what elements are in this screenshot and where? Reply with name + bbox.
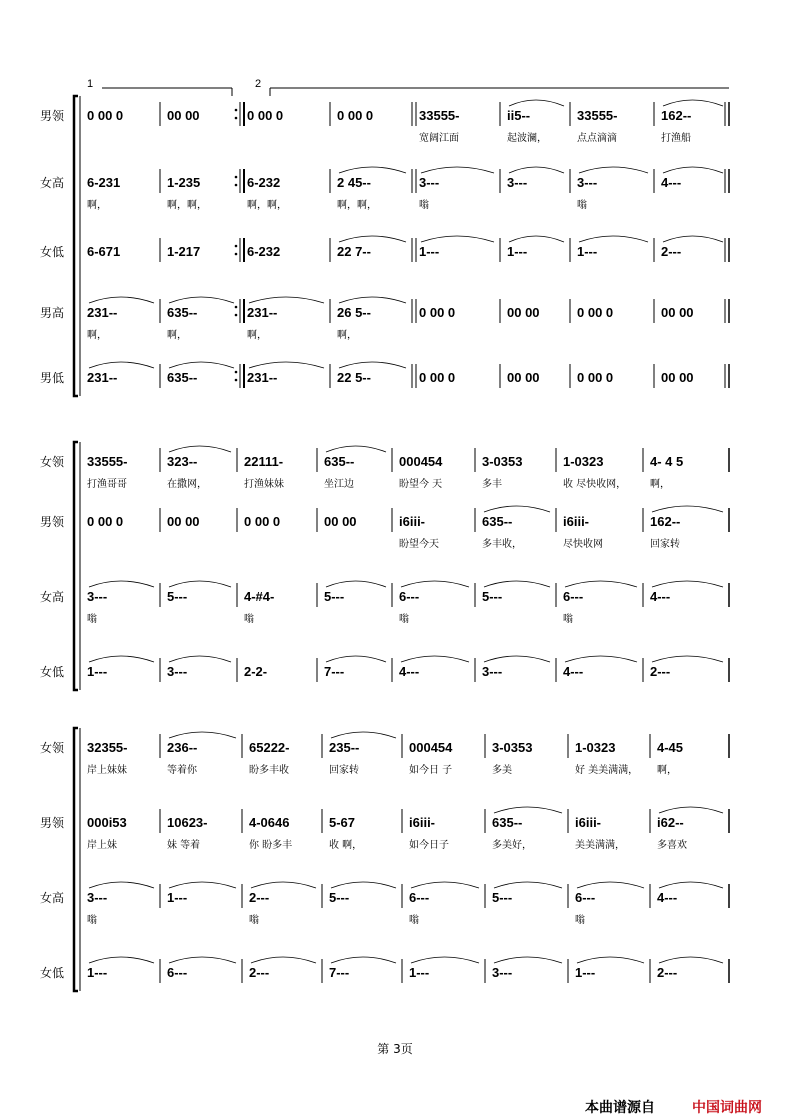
- slur: [89, 882, 154, 888]
- note-group: 635--: [324, 454, 355, 469]
- note-group: 6-671: [87, 244, 121, 259]
- note-group: 162--: [650, 514, 681, 529]
- note-group: 635--: [167, 305, 198, 320]
- slur: [326, 581, 386, 587]
- slur: [169, 882, 236, 888]
- note-group: 00 00: [324, 514, 357, 529]
- page-number: 第 3页: [377, 1042, 413, 1056]
- lyric: 嗡: [563, 614, 573, 625]
- note-group: 0 00 0: [87, 514, 124, 529]
- slur: [411, 957, 479, 963]
- note-group: 6---: [575, 890, 596, 905]
- note-group: 22111-: [244, 454, 284, 469]
- note-group: i6iii-: [399, 514, 426, 529]
- slur: [659, 957, 723, 963]
- slur: [169, 732, 236, 738]
- slur: [331, 957, 396, 963]
- note-group: 231--: [247, 305, 278, 320]
- note-group: 0 00 0: [419, 305, 456, 320]
- part-label: 女低: [40, 245, 65, 259]
- lyric: 嗡: [249, 915, 259, 926]
- note-group: 6---: [399, 589, 420, 604]
- slur: [89, 957, 154, 963]
- note-group: 3---: [482, 664, 503, 679]
- lyric: 宽阔江面: [419, 133, 459, 144]
- slur: [251, 957, 316, 963]
- note-group: 2---: [657, 965, 678, 980]
- repeat-dot: [235, 176, 238, 179]
- note-group: 000i53: [87, 815, 127, 830]
- slur: [652, 506, 723, 512]
- slur: [326, 446, 386, 452]
- note-group: 1---: [167, 890, 188, 905]
- note-group: 3---: [507, 175, 528, 190]
- source-note: 本曲谱源自: [585, 1100, 655, 1116]
- part-label: 男领: [40, 816, 65, 830]
- lyric: 多喜欢: [657, 840, 687, 851]
- note-group: 7---: [324, 664, 345, 679]
- note-group: ii5--: [507, 108, 531, 123]
- slur: [652, 656, 723, 662]
- note-group: 635--: [482, 514, 513, 529]
- lyric: 好 美美满满，: [575, 765, 639, 776]
- note-group: 6-232: [247, 175, 281, 190]
- note-group: 3-0353: [482, 454, 523, 469]
- lyric: 岸上妹: [87, 840, 117, 851]
- part-label: 男低: [40, 371, 65, 385]
- slur: [339, 236, 406, 242]
- lyric: 嗡: [87, 915, 97, 926]
- note-group: 4-45: [657, 740, 684, 755]
- lyric: 啊，啊，: [167, 200, 207, 211]
- lyric: 收 尽快收网，: [563, 479, 627, 490]
- part-label: 女高: [40, 891, 65, 905]
- note-group: 00 00: [507, 305, 540, 320]
- slur: [577, 957, 644, 963]
- slur: [659, 882, 723, 888]
- slur: [494, 882, 562, 888]
- part-label: 女低: [40, 665, 65, 679]
- note-group: 2---: [249, 965, 270, 980]
- note-group: 4- 4 5: [650, 454, 684, 469]
- lyric: 啊，啊，: [247, 200, 287, 211]
- slur: [411, 882, 479, 888]
- note-group: 236--: [167, 740, 198, 755]
- note-group: 2---: [650, 664, 671, 679]
- note-group: 1---: [575, 965, 596, 980]
- slur: [89, 362, 154, 368]
- note-group: 231--: [247, 370, 278, 385]
- slur: [663, 236, 723, 242]
- lyric: 美美满满，: [575, 840, 625, 851]
- repeat-dot: [235, 306, 238, 309]
- note-group: 4---: [650, 589, 671, 604]
- note-group: 4---: [399, 664, 420, 679]
- note-group: 4---: [657, 890, 678, 905]
- lyric: 多丰收，: [482, 539, 522, 550]
- lyric: 嗡: [244, 614, 254, 625]
- note-group: 635--: [492, 815, 523, 830]
- slur: [401, 656, 469, 662]
- part-label: 女领: [40, 455, 65, 469]
- note-group: i6iii-: [563, 514, 590, 529]
- slur: [663, 100, 723, 106]
- note-group: 7---: [329, 965, 350, 980]
- slur: [339, 167, 406, 173]
- slur: [509, 100, 564, 106]
- note-group: 6---: [167, 965, 188, 980]
- note-group: 000454: [399, 454, 443, 469]
- note-group: 2-2-: [244, 664, 268, 679]
- note-group: 1-217: [167, 244, 201, 259]
- part-label: 女高: [40, 590, 65, 604]
- lyric: 你 盼多丰: [249, 840, 293, 851]
- note-group: 33555-: [419, 108, 460, 123]
- note-group: 00 00: [661, 305, 694, 320]
- slur: [652, 581, 723, 587]
- note-group: 6-232: [247, 244, 281, 259]
- lyric: 盼望今天: [399, 539, 439, 550]
- note-group: 5---: [492, 890, 513, 905]
- note-group: 6-231: [87, 175, 121, 190]
- note-group: 3---: [87, 890, 108, 905]
- note-group: 231--: [87, 305, 118, 320]
- volta-second-number: 2: [255, 78, 262, 90]
- slur: [484, 581, 550, 587]
- slur: [484, 656, 550, 662]
- lyric: 岸上妹妹: [87, 765, 127, 776]
- lyric: 嗡: [87, 614, 97, 625]
- note-group: 1-0323: [575, 740, 616, 755]
- slur: [169, 362, 234, 368]
- note-group: 1---: [87, 664, 108, 679]
- slur: [577, 882, 644, 888]
- note-group: 2---: [661, 244, 682, 259]
- lyric: 多美好，: [492, 840, 532, 851]
- part-label: 男领: [40, 109, 65, 123]
- note-group: 635--: [167, 370, 198, 385]
- note-group: 1---: [507, 244, 528, 259]
- slur: [579, 167, 648, 173]
- slur: [401, 581, 469, 587]
- note-group: 00 00: [167, 514, 200, 529]
- system-brace: [74, 442, 78, 690]
- note-group: 0 00 0: [577, 305, 614, 320]
- note-group: 231--: [87, 370, 118, 385]
- note-group: i62--: [657, 815, 684, 830]
- lyric: 打渔哥哥: [87, 479, 127, 490]
- note-group: 0 00 0: [247, 108, 284, 123]
- note-group: 323--: [167, 454, 198, 469]
- slur: [169, 297, 234, 303]
- lyric: 妹 等着: [167, 840, 201, 851]
- note-group: 0 00 0: [337, 108, 374, 123]
- part-label: 女高: [40, 176, 65, 190]
- note-group: 0 00 0: [87, 108, 124, 123]
- repeat-dot: [235, 371, 238, 374]
- note-group: 1-0323: [563, 454, 604, 469]
- slur: [326, 656, 386, 662]
- slur: [339, 297, 406, 303]
- slur: [249, 362, 324, 368]
- slur: [89, 297, 154, 303]
- note-group: 0 00 0: [419, 370, 456, 385]
- slur: [421, 236, 494, 242]
- lyric: 在撒网，: [167, 479, 207, 490]
- note-group: 65222-: [249, 740, 290, 755]
- lyric: 打渔船: [661, 133, 691, 144]
- note-group: 1---: [409, 965, 430, 980]
- slur: [565, 581, 637, 587]
- repeat-dot: [235, 109, 238, 112]
- note-group: 33555-: [577, 108, 618, 123]
- slur: [421, 167, 494, 173]
- note-group: 4---: [661, 175, 682, 190]
- note-group: 235--: [329, 740, 360, 755]
- lyric: 起波澜，: [507, 133, 547, 144]
- note-group: 32355-: [87, 740, 128, 755]
- lyric: 如今日 子: [409, 765, 453, 776]
- note-group: 6---: [409, 890, 430, 905]
- slur: [663, 167, 723, 173]
- slur: [169, 446, 231, 452]
- note-group: 5---: [167, 589, 188, 604]
- note-group: 0 00 0: [244, 514, 281, 529]
- slur: [331, 732, 396, 738]
- slur: [331, 882, 396, 888]
- lyric: 嗡: [399, 614, 409, 625]
- note-group: 5---: [324, 589, 345, 604]
- note-group: 00 00: [167, 108, 200, 123]
- lyric: 啊，: [650, 479, 670, 490]
- note-group: 22 7--: [337, 244, 371, 259]
- note-group: 1-235: [167, 175, 201, 190]
- note-group: 1---: [419, 244, 440, 259]
- repeat-dot: [235, 314, 238, 317]
- note-group: 5---: [329, 890, 350, 905]
- slur: [484, 506, 550, 512]
- site-watermark: 中国词曲网: [692, 1100, 762, 1116]
- slur: [659, 807, 723, 813]
- slur: [494, 807, 562, 813]
- lyric: 盼望今 天: [399, 479, 443, 490]
- lyric: 坐江边: [324, 479, 354, 490]
- note-group: 26 5--: [337, 305, 371, 320]
- slur: [89, 656, 154, 662]
- note-group: 00 00: [661, 370, 694, 385]
- repeat-dot: [235, 184, 238, 187]
- note-group: 5---: [482, 589, 503, 604]
- lyric: 啊，: [337, 330, 357, 341]
- lyric: 啊，啊，: [337, 200, 377, 211]
- note-group: 1---: [577, 244, 598, 259]
- lyric: 回家转: [329, 765, 359, 776]
- lyric: 点点滴滴: [577, 133, 617, 144]
- lyric: 盼多丰收: [249, 765, 289, 776]
- note-group: 3---: [577, 175, 598, 190]
- note-group: i6iii-: [575, 815, 602, 830]
- lyric: 嗡: [409, 915, 419, 926]
- volta-first-number: 1: [87, 78, 94, 90]
- slur: [249, 297, 324, 303]
- note-group: 3-0353: [492, 740, 533, 755]
- note-group: 000454: [409, 740, 453, 755]
- note-group: 3---: [492, 965, 513, 980]
- note-group: 3---: [87, 589, 108, 604]
- note-group: 5-67: [329, 815, 356, 830]
- note-group: 0 00 0: [577, 370, 614, 385]
- lyric: 啊，: [87, 200, 107, 211]
- note-group: 4-0646: [249, 815, 290, 830]
- note-group: 1---: [87, 965, 108, 980]
- lyric: 多丰: [482, 479, 502, 490]
- system-brace: [74, 728, 78, 991]
- note-group: 6---: [563, 589, 584, 604]
- lyric: 打渔妹妹: [244, 479, 284, 490]
- note-group: 3---: [167, 664, 188, 679]
- note-group: 4---: [563, 664, 584, 679]
- repeat-dot: [235, 245, 238, 248]
- slur: [169, 656, 231, 662]
- part-label: 女领: [40, 741, 65, 755]
- lyric: 啊，: [657, 765, 677, 776]
- repeat-dot: [235, 117, 238, 120]
- slur: [169, 581, 231, 587]
- lyric: 多美: [492, 765, 512, 776]
- note-group: 2---: [249, 890, 270, 905]
- lyric: 等着你: [167, 765, 197, 776]
- slur: [565, 656, 637, 662]
- part-label: 男领: [40, 515, 65, 529]
- note-group: i6iii-: [409, 815, 436, 830]
- lyric: 嗡: [575, 915, 585, 926]
- note-group: 162--: [661, 108, 692, 123]
- slur: [339, 362, 406, 368]
- part-label: 女低: [40, 966, 65, 980]
- slur: [169, 957, 236, 963]
- lyric: 啊，: [247, 330, 267, 341]
- system-brace: [74, 96, 78, 396]
- note-group: 10623-: [167, 815, 208, 830]
- lyric: 嗡: [577, 200, 587, 211]
- note-group: 22 5--: [337, 370, 371, 385]
- slur: [579, 236, 648, 242]
- lyric: 收 啊，: [329, 840, 363, 851]
- note-group: 00 00: [507, 370, 540, 385]
- lyric: 回家转: [650, 539, 680, 550]
- note-group: 4-#4-: [244, 589, 275, 604]
- note-group: 33555-: [87, 454, 128, 469]
- part-label: 男高: [40, 306, 65, 320]
- slur: [89, 581, 154, 587]
- note-group: 2 45--: [337, 175, 371, 190]
- slur: [251, 882, 316, 888]
- slur: [494, 957, 562, 963]
- slur: [509, 236, 564, 242]
- repeat-dot: [235, 253, 238, 256]
- slur: [509, 167, 564, 173]
- lyric: 嗡: [419, 200, 429, 211]
- repeat-dot: [235, 379, 238, 382]
- lyric: 啊，: [87, 330, 107, 341]
- lyric: 如今日子: [409, 840, 449, 851]
- note-group: 3---: [419, 175, 440, 190]
- lyric: 尽快收网: [563, 539, 603, 550]
- lyric: 啊，: [167, 330, 187, 341]
